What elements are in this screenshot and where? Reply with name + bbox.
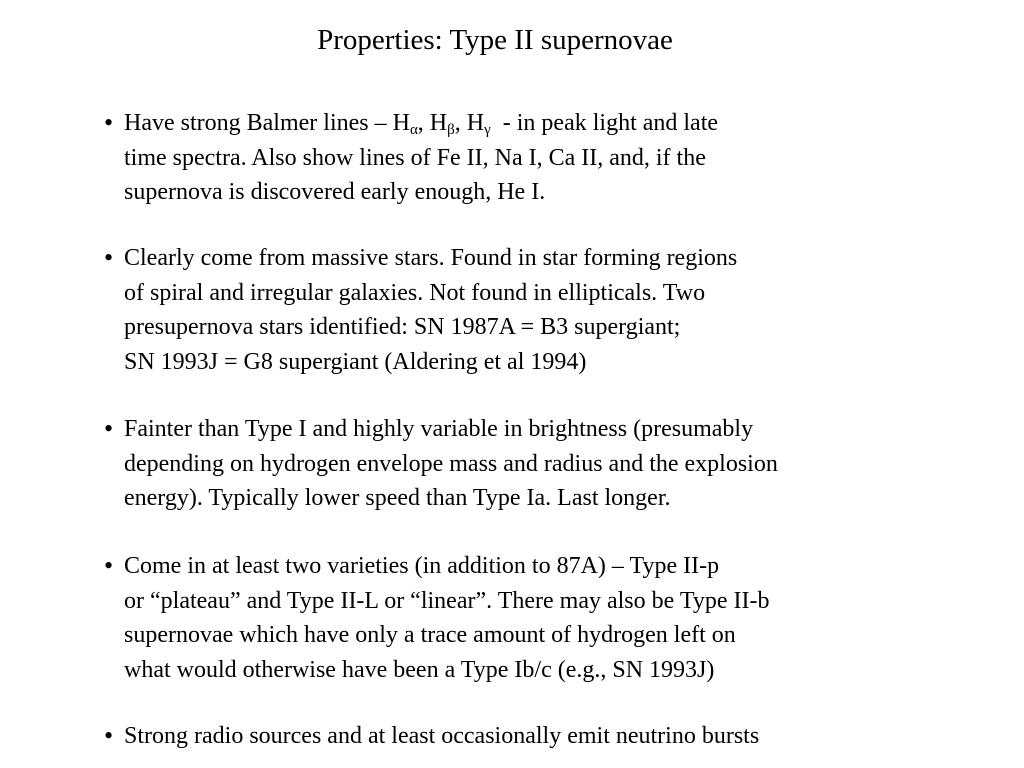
subscript-beta: β	[447, 122, 455, 138]
bullet-line: Fainter than Type I and highly variable in brightness (presumably	[124, 416, 754, 442]
bullet-line: presupernova stars identified: SN 1987A = B3 supergiant;	[124, 314, 681, 340]
bullet-line: of spiral and irregular galaxies. Not found in ellipticals. Two	[124, 279, 706, 306]
subscript-gamma: γ	[484, 122, 491, 138]
bullet-line: energy). Typically lower speed than Type Ia. Last longer.	[124, 485, 671, 511]
bullet-line: supernova is discovered early enough, He I.	[124, 179, 546, 205]
slide-title: Properties: Type II supernovae	[317, 24, 673, 56]
bullet-line: Strong radio sources and at least occasionally emit neutrino bursts	[124, 723, 760, 749]
bullet-line: what would otherwise have been a Type Ib/c (e.g., SN 1993J)	[124, 656, 715, 683]
bullet-text	[124, 106, 718, 210]
bullet-line: Come in at least two varieties (in addition to 87A) – Type II-p	[124, 553, 720, 579]
bullet-text	[124, 412, 778, 516]
bullet-dot-icon: •	[104, 551, 114, 580]
bullet-dot-icon: •	[104, 721, 114, 750]
subscript-alpha: α	[409, 122, 418, 138]
bullet-line: Clearly come from massive stars. Found in star forming regions	[124, 245, 738, 271]
bullet-line: supernovae which have only a trace amount of hydrogen left on	[124, 622, 736, 648]
bullet-line: or “plateau” and Type II-L or “linear”. There may also be Type II-b	[124, 587, 770, 614]
bullet-line: SN 1993J = G8 supergiant (Aldering et al 1994)	[124, 348, 587, 375]
bullet-line: Have strong Balmer lines – $H_\alpha$, $H_\beta$, $H_\gamma$ - in peak light and late	[124, 110, 719, 138]
bullet-line: time spectra. Also show lines of Fe II, Na I, Ca II, and, if the	[124, 144, 706, 171]
bullet-text	[124, 719, 759, 754]
bullet-line: depending on hydrogen envelope mass and radius and the explosion	[124, 450, 778, 477]
bullet-text	[124, 549, 769, 687]
bullet-text	[124, 241, 737, 379]
bullet-dot-icon: •	[104, 243, 114, 272]
bullet-dot-icon: •	[104, 108, 114, 137]
bullet-dot-icon: •	[104, 414, 114, 443]
